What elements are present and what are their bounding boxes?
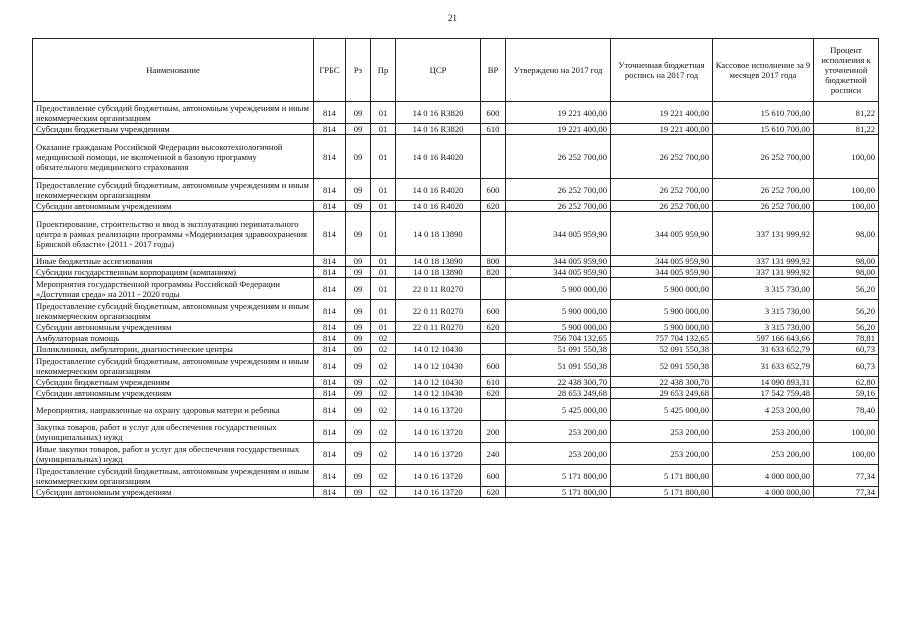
row-grbs: 814 — [314, 443, 346, 465]
row-pr: 02 — [371, 399, 396, 421]
row-percent: 98,00 — [814, 267, 879, 278]
row-refined: 52 091 550,38 — [611, 344, 713, 355]
row-vr — [481, 212, 506, 256]
table-row — [33, 377, 879, 388]
row-percent: 56,20 — [814, 300, 879, 322]
row-csr: 14 0 16 R4020 — [396, 135, 481, 179]
table-row — [33, 300, 879, 322]
row-approved: 5 425 000,00 — [506, 399, 611, 421]
row-pr: 01 — [371, 135, 396, 179]
row-csr: 14 0 16 R4020 — [396, 179, 481, 201]
row-cash: 3 315 730,00 — [713, 322, 814, 333]
row-pr: 01 — [371, 256, 396, 267]
row-cash: 15 610 700,00 — [713, 124, 814, 135]
row-grbs: 814 — [314, 124, 346, 135]
row-pr: 01 — [371, 124, 396, 135]
row-approved: 344 005 959,90 — [506, 267, 611, 278]
row-pr: 02 — [371, 421, 396, 443]
row-pr: 02 — [371, 465, 396, 487]
row-cash: 3 315 730,00 — [713, 300, 814, 322]
row-approved: 5 900 000,00 — [506, 300, 611, 322]
row-name: Иные закупки товаров, работ и услуг для обеспечения государственных (муниципальных) нужд — [33, 443, 314, 465]
row-csr: 14 0 12 10430 — [396, 344, 481, 355]
row-pr: 02 — [371, 388, 396, 399]
row-rz: 09 — [346, 399, 371, 421]
row-rz: 09 — [346, 377, 371, 388]
row-vr: 820 — [481, 267, 506, 278]
row-cash: 4 000 000,00 — [713, 465, 814, 487]
row-cash: 31 633 652,79 — [713, 355, 814, 377]
table-row — [33, 278, 879, 300]
row-csr: 22 0 11 R0270 — [396, 278, 481, 300]
row-csr: 14 0 18 13890 — [396, 256, 481, 267]
row-percent: 62,80 — [814, 377, 879, 388]
row-approved: 26 252 700,00 — [506, 201, 611, 212]
row-percent: 60,73 — [814, 344, 879, 355]
row-grbs: 814 — [314, 135, 346, 179]
table-row — [33, 443, 879, 465]
row-name: Мероприятия, направленные на охрану здоровья матери и ребенка — [33, 399, 314, 421]
row-refined: 5 900 000,00 — [611, 300, 713, 322]
row-approved: 253 200,00 — [506, 421, 611, 443]
row-csr: 14 0 16 13720 — [396, 465, 481, 487]
row-rz: 09 — [346, 124, 371, 135]
row-name: Иные бюджетные ассигнования — [33, 256, 314, 267]
row-vr: 800 — [481, 256, 506, 267]
header-csr: ЦСР — [396, 39, 481, 102]
row-percent: 77,34 — [814, 487, 879, 498]
row-cash: 337 131 999,92 — [713, 267, 814, 278]
row-vr: 620 — [481, 487, 506, 498]
row-csr: 22 0 11 R0270 — [396, 300, 481, 322]
row-approved: 28 653 249,68 — [506, 388, 611, 399]
row-rz: 09 — [346, 443, 371, 465]
row-pr: 02 — [371, 377, 396, 388]
row-percent: 81,22 — [814, 124, 879, 135]
row-cash: 26 252 700,00 — [713, 201, 814, 212]
row-vr: 620 — [481, 322, 506, 333]
row-csr: 14 0 12 10430 — [396, 355, 481, 377]
row-grbs: 814 — [314, 212, 346, 256]
row-grbs: 814 — [314, 399, 346, 421]
row-refined: 26 252 700,00 — [611, 179, 713, 201]
row-grbs: 814 — [314, 333, 346, 344]
row-rz: 09 — [346, 333, 371, 344]
row-refined: 19 221 400,00 — [611, 102, 713, 124]
row-cash: 15 610 700,00 — [713, 102, 814, 124]
row-approved: 5 900 000,00 — [506, 278, 611, 300]
row-name: Закупка товаров, работ и услуг для обеспечения государственных (муниципальных) нужд — [33, 421, 314, 443]
row-vr: 600 — [481, 355, 506, 377]
row-grbs: 814 — [314, 377, 346, 388]
row-vr: 600 — [481, 300, 506, 322]
budget-table — [32, 38, 879, 498]
header-refined: Уточненная бюджетная роспись на 2017 год — [611, 39, 713, 102]
row-cash: 337 131 999,92 — [713, 256, 814, 267]
row-refined: 5 171 800,00 — [611, 487, 713, 498]
table-row — [33, 256, 879, 267]
header-cash: Кассовое исполнение за 9 месяцев 2017 года — [713, 39, 814, 102]
row-cash: 3 315 730,00 — [713, 278, 814, 300]
row-name: Предоставление субсидий бюджетным, автономным учреждениям и иным некоммерческим организациям — [33, 465, 314, 487]
table-row — [33, 487, 879, 498]
row-percent: 98,00 — [814, 256, 879, 267]
header-pr: Пр — [371, 39, 396, 102]
row-refined: 253 200,00 — [611, 443, 713, 465]
table-row — [33, 355, 879, 377]
row-pr: 01 — [371, 300, 396, 322]
table-row — [33, 179, 879, 201]
row-refined: 19 221 400,00 — [611, 124, 713, 135]
row-approved: 26 252 700,00 — [506, 135, 611, 179]
row-vr — [481, 278, 506, 300]
row-vr — [481, 135, 506, 179]
row-grbs: 814 — [314, 256, 346, 267]
row-pr: 01 — [371, 179, 396, 201]
row-cash: 337 131 999,92 — [713, 212, 814, 256]
header-percent: Процент исполнения к уточненной бюджетной росписи — [814, 39, 879, 102]
row-name: Субсидии государственным корпорациям (компаниям) — [33, 267, 314, 278]
row-percent: 56,20 — [814, 322, 879, 333]
row-percent: 77,34 — [814, 465, 879, 487]
row-csr: 14 0 16 13720 — [396, 421, 481, 443]
row-pr: 02 — [371, 333, 396, 344]
row-grbs: 814 — [314, 344, 346, 355]
row-approved: 51 091 550,38 — [506, 344, 611, 355]
row-rz: 09 — [346, 355, 371, 377]
row-grbs: 814 — [314, 300, 346, 322]
row-approved: 51 091 550,38 — [506, 355, 611, 377]
row-approved: 5 171 800,00 — [506, 465, 611, 487]
row-rz: 09 — [346, 388, 371, 399]
table-body — [33, 102, 879, 498]
page-number: 21 — [448, 13, 457, 23]
row-rz: 09 — [346, 212, 371, 256]
row-vr — [481, 333, 506, 344]
row-csr: 14 0 16 13720 — [396, 443, 481, 465]
row-percent: 60,73 — [814, 355, 879, 377]
row-name: Проектирование, строительство и ввод в эксплуатацию перинатального центра в рамках реализации программы «Модернизация здравоохранения Брянской области» (2011 - 2017 годы) — [33, 212, 314, 256]
table-row — [33, 465, 879, 487]
table-row — [33, 421, 879, 443]
row-vr: 610 — [481, 377, 506, 388]
row-approved: 26 252 700,00 — [506, 179, 611, 201]
row-name: Оказание гражданам Российской Федерации высокотехнологичной медицинской помощи, не включенной в базовую программу обязательного медицинского страхования — [33, 135, 314, 179]
row-refined: 26 252 700,00 — [611, 201, 713, 212]
row-refined: 344 005 959,90 — [611, 212, 713, 256]
row-csr: 22 0 11 R0270 — [396, 322, 481, 333]
row-vr: 610 — [481, 124, 506, 135]
row-name: Субсидии автономным учреждениям — [33, 322, 314, 333]
table-row — [33, 124, 879, 135]
row-refined: 22 438 300,70 — [611, 377, 713, 388]
row-cash: 253 200,00 — [713, 443, 814, 465]
row-cash: 597 166 643,66 — [713, 333, 814, 344]
row-pr: 01 — [371, 278, 396, 300]
row-name: Предоставление субсидий бюджетным, автономным учреждениям и иным некоммерческим организациям — [33, 355, 314, 377]
table-row — [33, 201, 879, 212]
row-name: Поликлиники, амбулатории, диагностические центры — [33, 344, 314, 355]
row-rz: 09 — [346, 421, 371, 443]
row-approved: 344 005 959,90 — [506, 212, 611, 256]
row-csr: 14 0 16 R3820 — [396, 124, 481, 135]
header-approved: Утверждено на 2017 год — [506, 39, 611, 102]
row-cash: 14 090 893,31 — [713, 377, 814, 388]
table-row — [33, 333, 879, 344]
row-name: Субсидии бюджетным учреждениям — [33, 377, 314, 388]
row-percent: 59,16 — [814, 388, 879, 399]
row-csr: 14 0 18 13890 — [396, 212, 481, 256]
row-csr — [396, 333, 481, 344]
row-vr — [481, 344, 506, 355]
header-vr: ВР — [481, 39, 506, 102]
row-approved: 756 704 132,65 — [506, 333, 611, 344]
row-refined: 253 200,00 — [611, 421, 713, 443]
row-grbs: 814 — [314, 322, 346, 333]
row-refined: 52 091 550,38 — [611, 355, 713, 377]
row-rz: 09 — [346, 267, 371, 278]
row-grbs: 814 — [314, 355, 346, 377]
row-vr: 240 — [481, 443, 506, 465]
row-refined: 5 900 000,00 — [611, 322, 713, 333]
row-approved: 5 900 000,00 — [506, 322, 611, 333]
row-pr: 01 — [371, 102, 396, 124]
row-name: Амбулаторная помощь — [33, 333, 314, 344]
row-refined: 344 005 959,90 — [611, 267, 713, 278]
row-csr: 14 0 16 R4020 — [396, 201, 481, 212]
row-csr: 14 0 16 13720 — [396, 399, 481, 421]
row-vr: 600 — [481, 179, 506, 201]
row-grbs: 814 — [314, 487, 346, 498]
row-csr: 14 0 16 13720 — [396, 487, 481, 498]
row-name: Предоставление субсидий бюджетным, автономным учреждениям и иным некоммерческим организациям — [33, 179, 314, 201]
row-approved: 22 438 300,70 — [506, 377, 611, 388]
table-row — [33, 399, 879, 421]
row-grbs: 814 — [314, 278, 346, 300]
row-approved: 253 200,00 — [506, 443, 611, 465]
row-percent: 78,81 — [814, 333, 879, 344]
row-refined: 29 653 249,68 — [611, 388, 713, 399]
row-refined: 5 900 000,00 — [611, 278, 713, 300]
row-rz: 09 — [346, 179, 371, 201]
row-grbs: 814 — [314, 179, 346, 201]
row-percent: 56,20 — [814, 278, 879, 300]
row-rz: 09 — [346, 465, 371, 487]
row-percent: 78,40 — [814, 399, 879, 421]
row-rz: 09 — [346, 256, 371, 267]
row-pr: 01 — [371, 212, 396, 256]
row-rz: 09 — [346, 135, 371, 179]
row-rz: 09 — [346, 322, 371, 333]
row-grbs: 814 — [314, 102, 346, 124]
table-row — [33, 102, 879, 124]
row-rz: 09 — [346, 102, 371, 124]
row-refined: 344 005 959,90 — [611, 256, 713, 267]
row-approved: 344 005 959,90 — [506, 256, 611, 267]
row-cash: 17 542 759,48 — [713, 388, 814, 399]
row-cash: 26 252 700,00 — [713, 135, 814, 179]
row-name: Предоставление субсидий бюджетным, автономным учреждениям и иным некоммерческим организациям — [33, 102, 314, 124]
table-row — [33, 267, 879, 278]
table-row — [33, 212, 879, 256]
header-name: Наименование — [33, 39, 314, 102]
row-refined: 757 704 132,65 — [611, 333, 713, 344]
row-name: Субсидии автономным учреждениям — [33, 201, 314, 212]
row-rz: 09 — [346, 344, 371, 355]
row-percent: 100,00 — [814, 135, 879, 179]
row-refined: 5 425 000,00 — [611, 399, 713, 421]
row-grbs: 814 — [314, 421, 346, 443]
row-refined: 5 171 800,00 — [611, 465, 713, 487]
row-grbs: 814 — [314, 388, 346, 399]
row-name: Субсидии автономным учреждениям — [33, 487, 314, 498]
row-refined: 26 252 700,00 — [611, 135, 713, 179]
row-rz: 09 — [346, 201, 371, 212]
row-approved: 19 221 400,00 — [506, 124, 611, 135]
row-pr: 02 — [371, 344, 396, 355]
row-csr: 14 0 18 13890 — [396, 267, 481, 278]
row-cash: 26 252 700,00 — [713, 179, 814, 201]
row-grbs: 814 — [314, 201, 346, 212]
row-csr: 14 0 12 10430 — [396, 388, 481, 399]
row-cash: 4 253 200,00 — [713, 399, 814, 421]
row-cash: 31 633 652,79 — [713, 344, 814, 355]
row-csr: 14 0 12 10430 — [396, 377, 481, 388]
table-header-row — [33, 39, 879, 102]
row-vr — [481, 399, 506, 421]
row-vr: 200 — [481, 421, 506, 443]
table-row — [33, 388, 879, 399]
row-rz: 09 — [346, 487, 371, 498]
row-approved: 5 171 800,00 — [506, 487, 611, 498]
row-pr: 01 — [371, 267, 396, 278]
row-name: Субсидии бюджетным учреждениям — [33, 124, 314, 135]
row-approved: 19 221 400,00 — [506, 102, 611, 124]
row-percent: 100,00 — [814, 421, 879, 443]
row-rz: 09 — [346, 300, 371, 322]
row-percent: 100,00 — [814, 443, 879, 465]
row-grbs: 814 — [314, 465, 346, 487]
table-row — [33, 135, 879, 179]
row-grbs: 814 — [314, 267, 346, 278]
row-rz: 09 — [346, 278, 371, 300]
row-vr: 620 — [481, 201, 506, 212]
row-pr: 02 — [371, 487, 396, 498]
table-row — [33, 344, 879, 355]
row-vr: 620 — [481, 388, 506, 399]
row-name: Предоставление субсидий бюджетным, автономным учреждениям и иным некоммерческим организациям — [33, 300, 314, 322]
row-csr: 14 0 16 R3820 — [396, 102, 481, 124]
row-name: Мероприятия государственной программы Российской Федерации «Доступная среда» на 2011 - 2020 годы — [33, 278, 314, 300]
row-cash: 4 000 000,00 — [713, 487, 814, 498]
header-rz: Рз — [346, 39, 371, 102]
table-row — [33, 322, 879, 333]
row-pr: 01 — [371, 201, 396, 212]
row-pr: 01 — [371, 322, 396, 333]
row-percent: 100,00 — [814, 201, 879, 212]
row-name: Субсидии автономным учреждениям — [33, 388, 314, 399]
row-vr: 600 — [481, 102, 506, 124]
row-vr: 600 — [481, 465, 506, 487]
row-pr: 02 — [371, 443, 396, 465]
row-pr: 02 — [371, 355, 396, 377]
row-percent: 81,22 — [814, 102, 879, 124]
row-percent: 100,00 — [814, 179, 879, 201]
row-cash: 253 200,00 — [713, 421, 814, 443]
header-grbs: ГРБС — [314, 39, 346, 102]
row-percent: 98,00 — [814, 212, 879, 256]
